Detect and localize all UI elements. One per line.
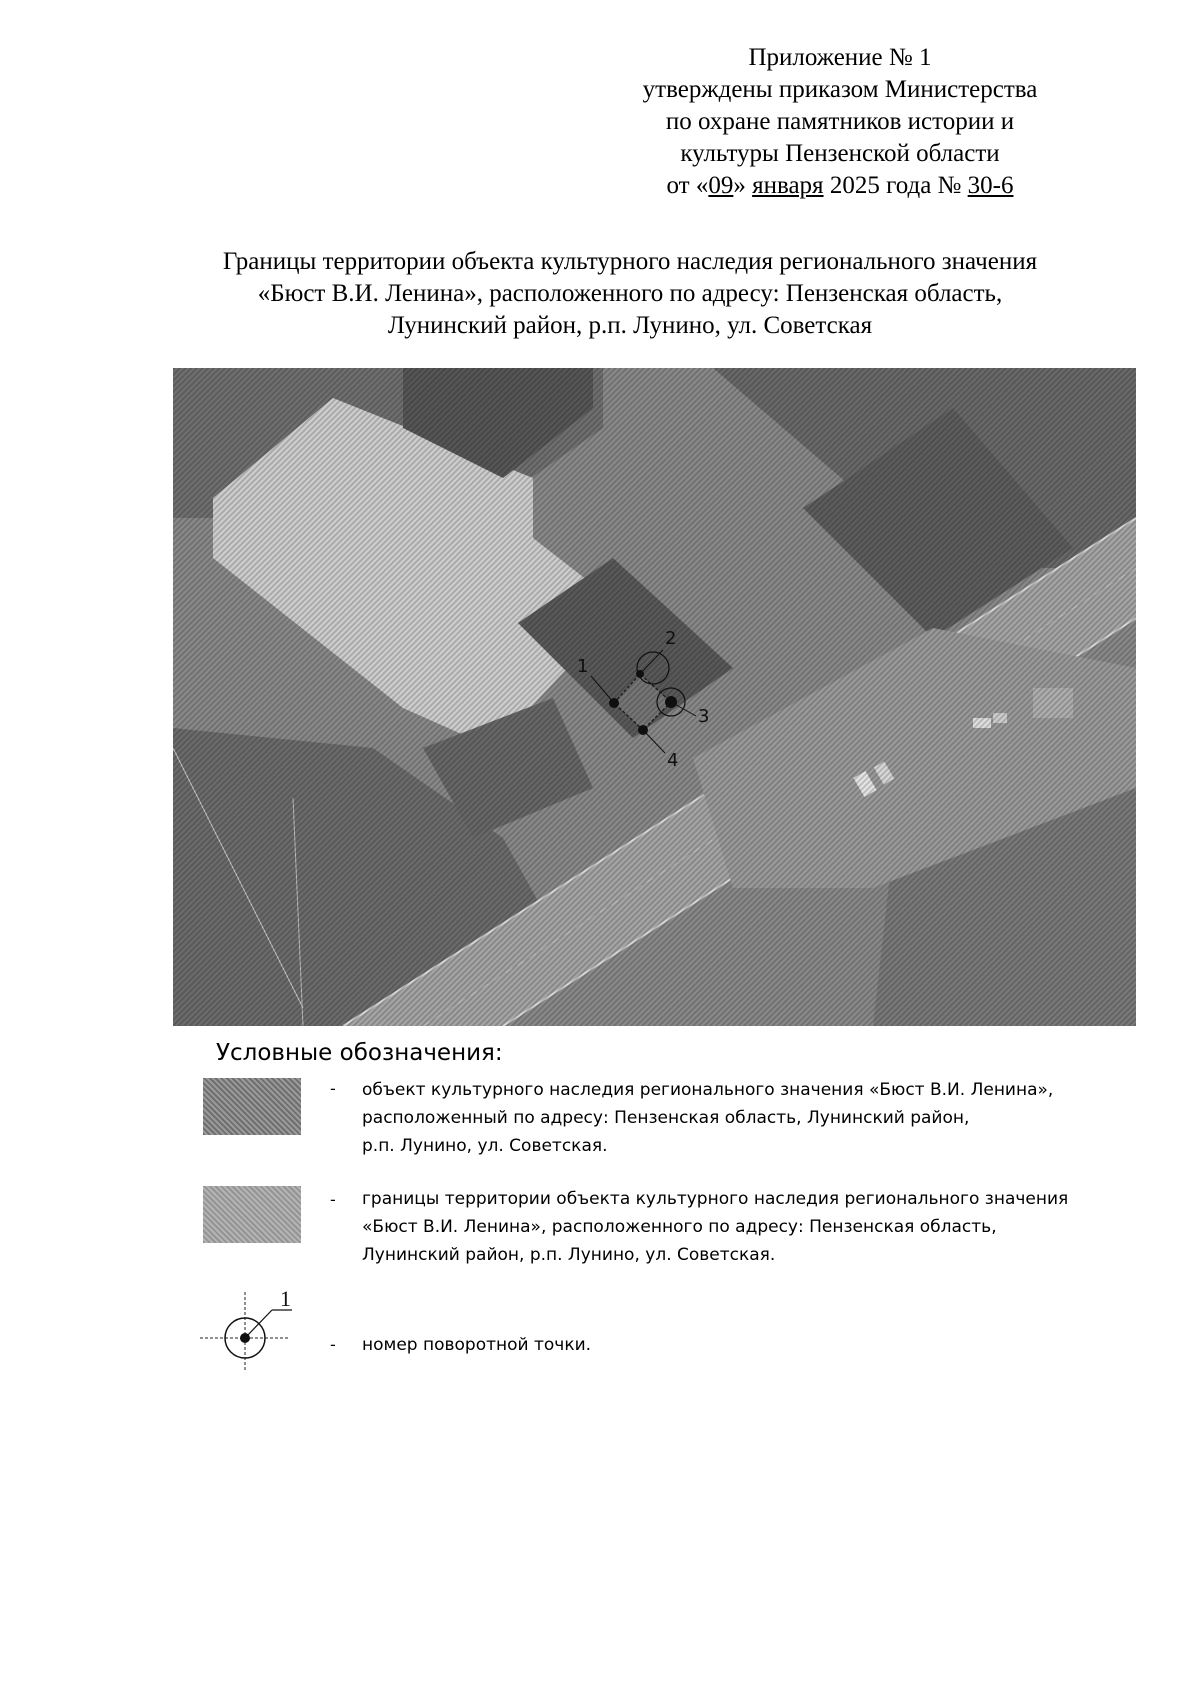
aerial-map-drawing xyxy=(173,368,1136,1026)
approval-header xyxy=(560,42,1120,202)
order-number: 30-6 xyxy=(967,172,1014,199)
header-line-3: по охране памятников истории и xyxy=(665,108,1015,135)
title-line-3: Лунинский район, р.п. Лунино, ул. Советская xyxy=(387,312,873,339)
header-date-line xyxy=(560,170,1120,202)
legend-text-object xyxy=(362,1076,1142,1160)
header-line-2: утверждены приказом Министерства xyxy=(642,76,1038,103)
legend-text-object-line-2: расположенный по адресу: Пензенская область, Лунинский район, xyxy=(362,1108,970,1128)
document-title xyxy=(120,246,1140,342)
header-line-4: культуры Пензенской области xyxy=(680,140,1000,167)
legend-title: Условные обозначения: xyxy=(216,1040,503,1066)
legend-text-territory-line-1: границы территории объекта культурного наследия регионального значения xyxy=(362,1189,1069,1209)
order-day: 09 xyxy=(708,172,734,199)
title-line-2: «Бюст В.И. Ленина», расположенного по адресу: Пензенская область, xyxy=(257,280,1003,307)
legend-dash-3: - xyxy=(330,1335,336,1354)
legend-text-territory-line-3: Лунинский район, р.п. Лунино, ул. Советская. xyxy=(362,1245,776,1265)
legend-text-territory-line-2: «Бюст В.И. Ленина», расположенного по адресу: Пензенская область, xyxy=(362,1217,997,1237)
legend-swatch-object xyxy=(203,1078,301,1135)
legend-dash-1: - xyxy=(330,1079,336,1098)
legend-text-object-line-1: объект культурного наследия регионального значения «Бюст В.И. Ленина», xyxy=(362,1080,1054,1100)
title-line-1: Границы территории объекта культурного наследия регионального значения xyxy=(222,248,1038,275)
legend-text-object-line-3: р.п. Лунино, ул. Советская. xyxy=(362,1136,608,1156)
date-year: 2025 года № xyxy=(823,172,968,199)
symbol-label: 1 xyxy=(280,1286,291,1311)
legend-text-turning-point: номер поворотной точки. xyxy=(362,1335,592,1355)
aerial-map-image xyxy=(173,368,1136,1026)
turning-point-symbol-icon xyxy=(200,1272,300,1372)
order-month: января xyxy=(752,172,824,199)
date-prefix: от « xyxy=(666,172,709,199)
header-line-1: Приложение № 1 xyxy=(748,44,932,71)
legend-dash-2: - xyxy=(330,1190,336,1209)
date-separator: » xyxy=(733,172,753,199)
legend-text-territory xyxy=(362,1185,1142,1269)
legend-swatch-territory xyxy=(203,1186,301,1243)
